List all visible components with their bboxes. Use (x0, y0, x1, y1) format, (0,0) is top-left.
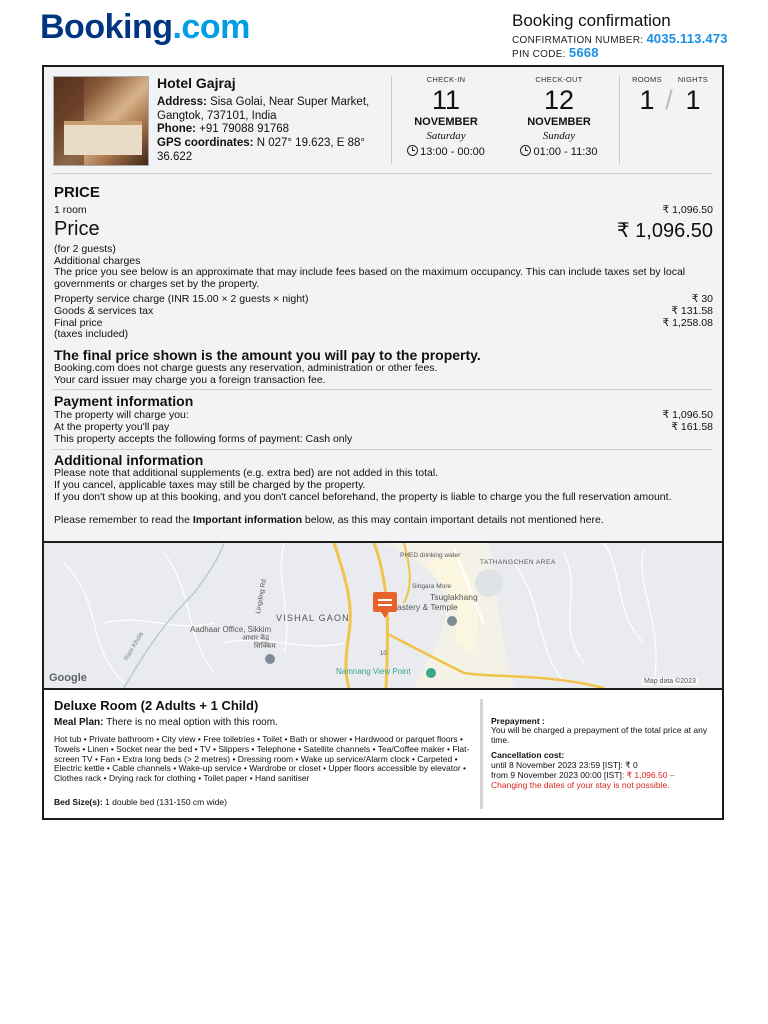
additional-line-4 (54, 514, 714, 526)
taxes-included-note: (taxes included) (54, 328, 129, 340)
meal-plan-value: There is no meal option with this room. (106, 717, 278, 728)
room-count: 1 room (54, 204, 87, 216)
additional-charges-label: Additional charges (54, 255, 141, 267)
hotel-photo[interactable] (53, 76, 149, 166)
additional-line-4-text: Please remember to read the (54, 514, 193, 526)
date-change-note: Changing the dates of your stay is not possible. (491, 780, 670, 790)
cancel-line-2-text: from 9 November 2023 00:00 [IST]: (491, 770, 627, 780)
pin-code-row (512, 45, 599, 60)
nights-count: 1 (685, 85, 701, 115)
cancel-fee-amount: ₹ 1,096.50 – (626, 770, 675, 780)
location-map[interactable] (42, 543, 724, 688)
divider (619, 76, 620, 164)
hotel-address (157, 95, 387, 123)
phone-value[interactable]: +91 79088 91768 (199, 123, 290, 135)
approx-price-note: The price you see below is an approximate that may include fees based on the maximum occupancy. This can include taxes set by local governments or charges set by the property. (54, 266, 686, 290)
additional-info-heading: Additional information (54, 452, 204, 468)
bed-size (54, 797, 227, 807)
gps-label: GPS coordinates: (157, 137, 254, 149)
hotel-marker (373, 592, 397, 612)
map-label: TATHANGCHEN AREA (480, 559, 556, 566)
additional-line-1: Please note that additional supplements (e.g. extra bed) are not added in this total. (54, 467, 439, 479)
card-issuer-note: Your card issuer may charge you a foreign transaction fee. (54, 374, 326, 386)
map-label: VISHAL GAON (276, 613, 350, 623)
confirmation-number: 4035.113.473 (646, 31, 728, 46)
bed-size-value: 1 double bed (131-150 cm wide) (105, 797, 227, 807)
payment-heading: Payment information (54, 393, 194, 409)
final-price-label: Final price (54, 317, 103, 329)
gst-amount: ₹ 131.58 (671, 305, 713, 317)
guests-note: (for 2 guests) (54, 243, 116, 255)
rooms-nights-separator: / (665, 85, 673, 115)
final-price-amount: ₹ 1,258.08 (662, 317, 713, 329)
room-title: Deluxe Room (2 Adults + 1 Child) (54, 698, 259, 713)
price-total: ₹ 1,096.50 (616, 220, 713, 242)
price-heading: PRICE (54, 184, 100, 201)
confirmation-number-row (512, 31, 728, 46)
map-label: Rani Khola (122, 630, 145, 663)
important-info-link: Important information (192, 514, 302, 526)
divider (391, 76, 392, 164)
service-charge-amount: ₹ 30 (691, 293, 713, 305)
google-logo: Google (49, 672, 87, 684)
cancel-line-1: until 8 November 2023 23:59 [IST]: ₹ 0 (491, 760, 638, 770)
final-price-statement: The final price shown is the amount you will pay to the property. (54, 347, 481, 363)
map-label: Tsuglakhang (430, 592, 478, 602)
logo-text: Booking (40, 8, 173, 46)
checkout-month: NOVEMBER (527, 116, 591, 128)
map-label: सिक्किम (254, 643, 276, 650)
checkout-weekday: Sunday (542, 130, 576, 142)
rooms-label: ROOMS (632, 75, 662, 84)
booking-logo (40, 8, 250, 47)
property-charge-label: The property will charge you: (54, 409, 189, 421)
additional-line-4-rest: below, as this may contain important details not mentioned here. (301, 514, 604, 526)
pin-code: 5668 (568, 45, 599, 60)
prepayment-text: You will be charged a prepayment of the total price at any time. (491, 725, 708, 745)
checkin-label: CHECK-IN (426, 75, 466, 84)
rooms-count: 1 (639, 85, 655, 115)
map-label: Aadhaar Office, Sikkim (190, 625, 272, 634)
meal-plan (54, 717, 278, 728)
map-label: PHED drinking water (400, 552, 461, 559)
logo-domain: .com (172, 8, 250, 46)
divider (53, 389, 713, 390)
additional-line-3: If you don't show up at this booking, and you don't cancel beforehand, the property is liable to charge you the full reservation amount. (54, 491, 672, 503)
confirmation-label: CONFIRMATION NUMBER: (512, 35, 644, 46)
service-charge-label: Property service charge (INR 15.00 × 2 guests × night) (54, 293, 309, 305)
checkout-label: CHECK-OUT (535, 75, 583, 84)
property-charge-amount: ₹ 1,096.50 (662, 409, 713, 421)
map-copyright: Map data ©2023 (644, 678, 696, 685)
checkin-weekday: Saturday (426, 130, 466, 142)
room-amount: ₹ 1,096.50 (662, 204, 713, 216)
address-label: Address: (157, 96, 207, 108)
page-title: Booking confirmation (512, 11, 671, 30)
room-amenities: Hot tub • Private bathroom • City view • Free toiletries • Toilet • Bath or shower • Hardwood or parquet floors • Towels • Linen • Socket near the bed • TV • Slippers • Telephone • Satellite channels • Tea/Coffee maker • Flat-screen TV • Fan • Extra long beds (> 2 metres) • Dressing room • Wake up service/Alarm clock • Carpeted • Electric kettle • Cable channels • Wake-up service • Wardrobe or closet • Upper floors accessible by elevator • Clothes rack • Drying rack for clothing • Toilet paper • Hand sanitiser (54, 734, 470, 784)
bed-size-label: Bed Size(s): (54, 797, 103, 807)
pin-label: PIN CODE: (512, 49, 566, 60)
at-property-amount: ₹ 161.58 (671, 421, 713, 433)
map-label: Namnang View Point (336, 667, 411, 676)
checkin-day: 11 (431, 85, 461, 115)
price-label: Price (54, 218, 100, 240)
divider (480, 699, 483, 809)
checkin-time (396, 145, 496, 158)
map-label: Singara More (412, 583, 452, 590)
hotel-phone (157, 122, 387, 136)
divider (53, 173, 713, 174)
prepayment-label: Prepayment : (491, 716, 545, 726)
map-label: आधार केंद्र (242, 635, 270, 642)
checkin-month: NOVEMBER (414, 116, 478, 128)
checkout-time (509, 145, 609, 158)
map-label: astery & Temple (397, 602, 458, 612)
checkout-time-value: 01:00 - 11:30 (533, 146, 598, 158)
gps-value: N 027° 19.623, E 88° 36.622 (157, 137, 366, 163)
cancellation-label: Cancellation cost: (491, 750, 565, 760)
gst-label: Goods & services tax (54, 305, 154, 317)
at-property-label: At the property you'll pay (54, 421, 170, 433)
checkout-day: 12 (543, 85, 575, 115)
hotel-name: Hotel Gajraj (157, 75, 236, 91)
payment-forms-note: This property accepts the following forms of payment: Cash only (54, 433, 353, 445)
map-label: Lingding Rd (254, 578, 268, 615)
clock-icon (520, 145, 531, 156)
no-fees-note: Booking.com does not charge guests any reservation, administration or other fees. (54, 362, 438, 374)
clock-icon (407, 145, 418, 156)
divider (53, 449, 713, 450)
phone-label: Phone: (157, 123, 196, 135)
meal-plan-label: Meal Plan: (54, 717, 104, 728)
nights-label: NIGHTS (677, 75, 709, 84)
address-value: Sisa Golai, Near Super Market, Gangtok, 737101, India (157, 96, 370, 122)
map-label: 10 (380, 651, 387, 657)
additional-line-2: If you cancel, applicable taxes may still be charged by the property. (54, 479, 366, 491)
checkin-time-value: 13:00 - 00:00 (420, 146, 485, 158)
hotel-gps (157, 136, 387, 164)
